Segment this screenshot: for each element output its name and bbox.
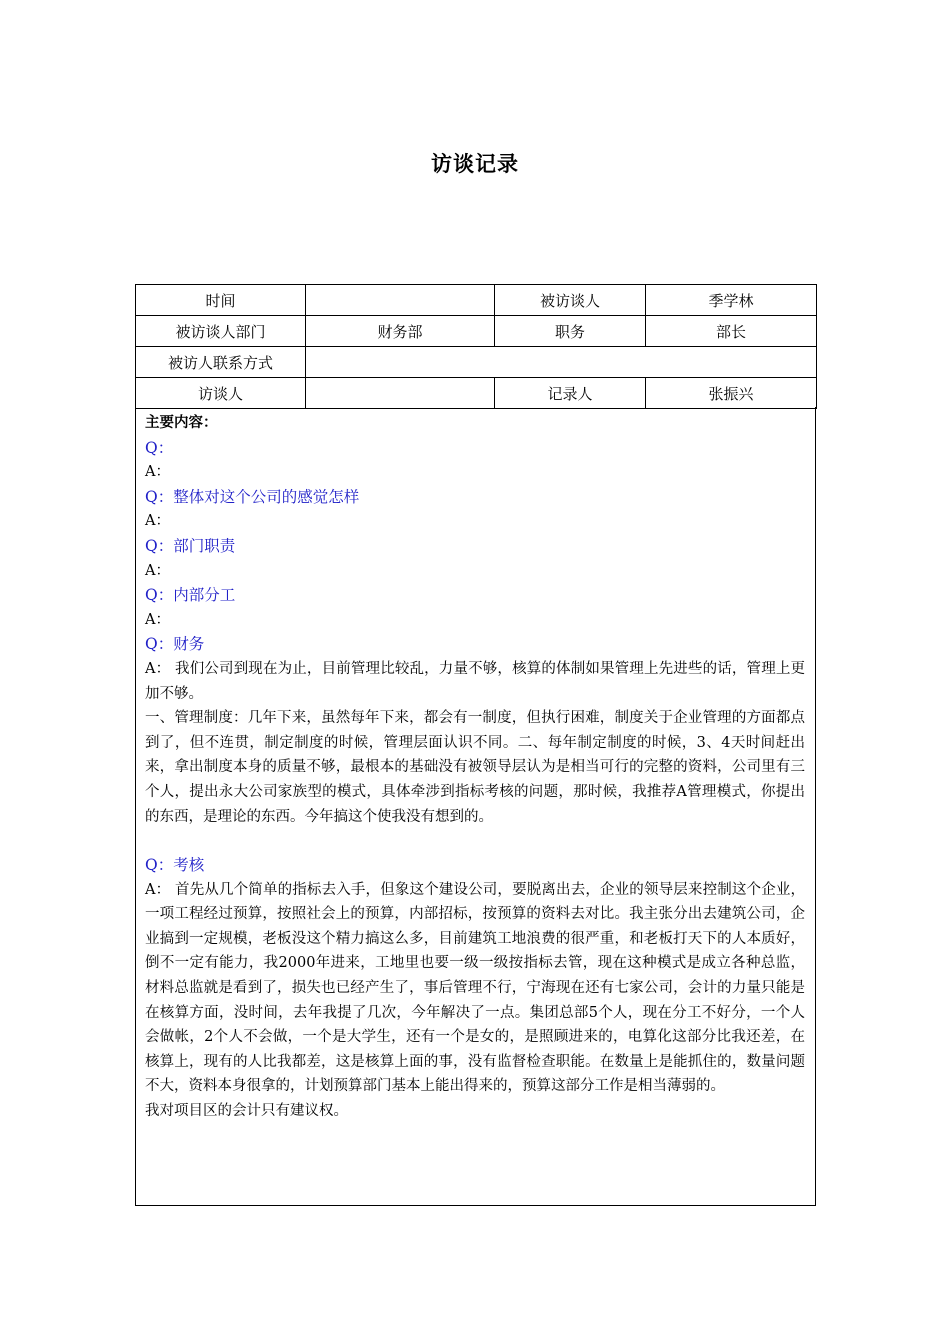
answer-6-paragraph-2: 我对项目区的会计只有建议权。 [145, 1103, 348, 1120]
contact-value [306, 347, 817, 378]
answer-2: A： [145, 513, 170, 530]
position-value: 部长 [646, 316, 817, 347]
question-6: Q：考核 [145, 856, 205, 875]
answer-4: A： [145, 611, 170, 628]
main-content [135, 407, 816, 1206]
department-label: 被访谈人部门 [136, 316, 306, 347]
answer-5: A： 我们公司到现在为止，目前管理比较乱，力量不够，核算的体制如果管理上先进些的话，管理上更加不够。 [145, 660, 805, 702]
info-table [135, 284, 817, 409]
table-row [136, 285, 817, 316]
answer-5-paragraph-2: 一、管理制度：几年下来，虽然每年下来，都会有一制度，但执行困难，制度关于企业管理的方面都点到了，但不连贯，制定制度的时候，管理层面认识不同。二、每年制定制度的时候，3、4天时间赶出来，拿出制度本身的质量不够，最根本的基础没有被领导层认为是相当可行的完整的资料，公司里有三个人，提出永大公司家族型的模式，具体牵涉到指标考核的问题，那时候，我推荐A管理模式，你提出的东西，是理论的东西。今年搞这个使我没有想到的。 [145, 710, 805, 825]
interviewee-value: 季学林 [646, 285, 817, 316]
position-label: 职务 [495, 316, 646, 347]
time-value [306, 285, 495, 316]
page-title: 访谈记录 [431, 151, 519, 176]
answer-6: A： 首先从几个简单的指标去入手，但象这个建设公司，要脱离出去，企业的领导层来控制这个企业，一项工程经过预算，按照社会上的预算，内部招标，按预算的资料去对比。我主张分出去建筑公司，企业搞到一定规模，老板没这个精力搞这么多，目前建筑工地浪费的很严重，和老板打天下的人本质好，倒不一定有能力，我2000年进来，工地里也要一级一级按指标去管，现在这种模式是成立各种总监，材料总监就是看到了，损失也已经产生了，事后管理不行，宁海现在还有七家公司，会计的力量只能是在核算方面，没时间，去年我提了几次，今年解决了一点。集团总部5个人，现在分工不好分，一个人会做帐，2个人不会做，一个是大学生，还有一个是女的，是照顾进来的，电算化这部分比我还差，在核算上，现有的人比我都差，这是核算上面的事，没有监督检查职能。在数量上是能抓住的，数量问题不大，资料本身很拿的，计划预算部门基本上能出得来的，预算这部分工作是相当薄弱的。 [145, 881, 805, 1095]
time-label: 时间 [136, 285, 306, 316]
question-2: Q：整体对这个公司的感觉怎样 [145, 487, 360, 506]
question-5: Q：财务 [145, 635, 205, 654]
table-row [136, 316, 817, 347]
department-value: 财务部 [306, 316, 495, 347]
question-1: Q： [145, 438, 174, 457]
interviewee-label: 被访谈人 [495, 285, 646, 316]
interviewer-value [306, 378, 495, 409]
recorder-label: 记录人 [495, 378, 646, 409]
table-row [136, 378, 817, 409]
answer-1: A： [145, 464, 170, 481]
question-3: Q：部门职责 [145, 536, 236, 555]
contact-label: 被访人联系方式 [136, 347, 306, 378]
question-4: Q：内部分工 [145, 586, 236, 605]
recorder-value: 张振兴 [646, 378, 817, 409]
answer-3: A： [145, 562, 170, 579]
content-heading: 主要内容： [145, 414, 218, 431]
interviewer-label: 访谈人 [136, 378, 306, 409]
table-row [136, 347, 817, 378]
spacer [145, 829, 805, 853]
